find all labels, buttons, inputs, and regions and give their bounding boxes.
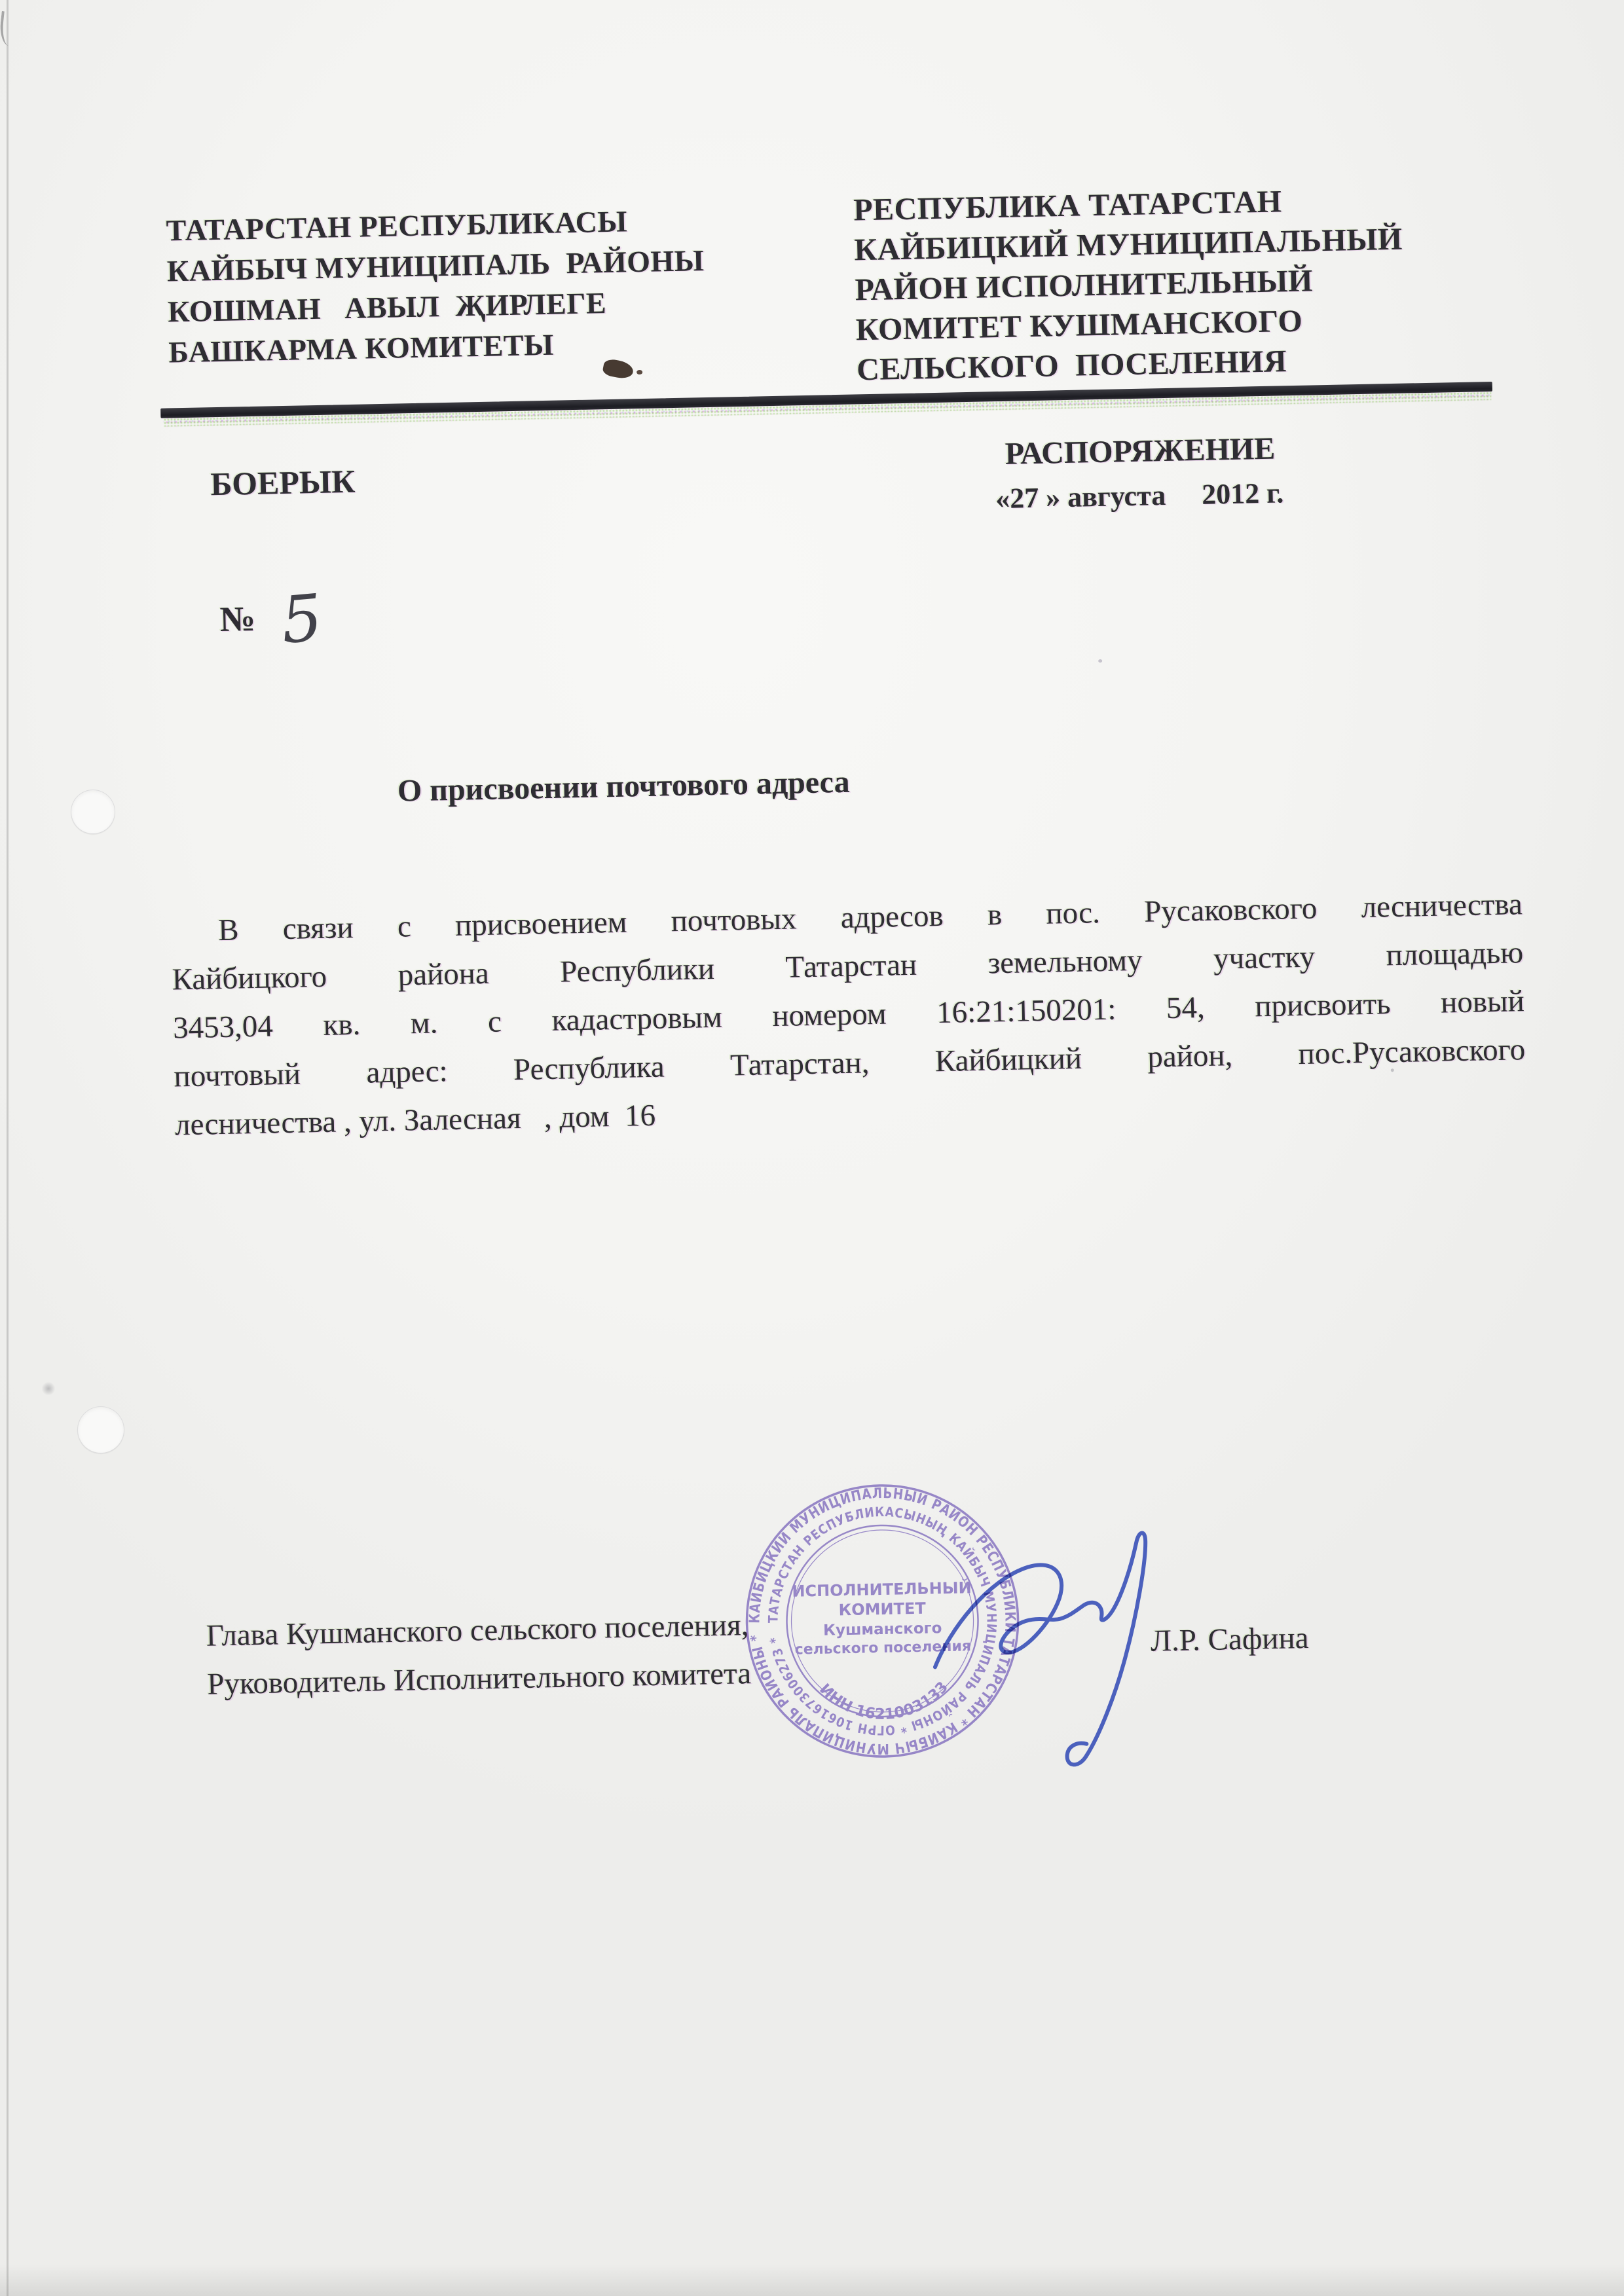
letterhead-line: КАЙБЫЧ МУНИЦИПАЛЬ РАЙОНЫ: [166, 244, 705, 288]
letterhead-line: СЕЛЬСКОГО ПОСЕЛЕНИЯ: [856, 344, 1287, 388]
letterhead-line: РЕСПУБЛИКА ТАТАРСТАН: [853, 184, 1282, 228]
letterhead-line: КАЙБИЦКИЙ МУНИЦИПАЛЬНЫЙ: [853, 221, 1403, 268]
stamp-outer-ring-text: КАЙБИЦКИЙ МУНИЦИПАЛЬНЫЙ РАЙОН РЕСПУБЛИКИ ТАТАРСТАН * КАЙБЫЧ МУНИЦИПАЛЬ РАЙОНЫ *: [747, 1485, 1018, 1757]
pen-signature: [898, 1490, 1205, 1797]
bottom-scan-shade: [0, 2265, 1624, 2296]
signatory-name: Л.Р. Сафина: [1150, 1620, 1309, 1658]
body-line: Кайбицкого района Республики Татарстан земельному участку площадью: [172, 936, 1524, 997]
stamp-center-line: КОМИТЕТ: [838, 1599, 927, 1620]
document-type-tatar: БОЕРЫК: [210, 462, 356, 503]
document-date: «27 » августа 2012 г.: [995, 477, 1284, 515]
letterhead-line: БАШКАРМА КОМИТЕТЫ: [168, 327, 555, 369]
stamp-center-line: ИСПОЛНИТЕЛЬНЫЙ: [792, 1578, 972, 1601]
body-line: почтовый адрес: Республика Татарстан, Кайбицкий район, пос.Русаковского: [174, 1032, 1526, 1094]
hole-punch: [77, 1406, 124, 1453]
letterhead-line: КОМИТЕТ КУШМАНСКОГО: [855, 303, 1303, 348]
stamp-center-line: сельского поселения: [794, 1638, 972, 1658]
scan-speck: [1391, 1068, 1394, 1072]
scan-speck: [555, 1021, 558, 1025]
letterhead-line: РАЙОН ИСПОЛНИТЕЛЬНЫЙ: [855, 263, 1314, 308]
signature-stroke: [932, 1533, 1150, 1767]
ink-smudge-dot-artifact: [637, 370, 642, 374]
scan-speck: [1098, 659, 1102, 663]
stamp-second-ring-text: ТАТАРСТАН РЕСПУБЛИКАСЫНЫҢ КАЙБЫЧ МУНИЦИПАЛЬ РАЙОНЫ * ОГРН 1061673006273 *: [765, 1503, 1000, 1739]
document-number-handwritten: 5: [278, 580, 326, 659]
stamp-center-line: Кушманского: [822, 1620, 942, 1639]
document-title: О присвоении почтового адреса: [397, 764, 851, 809]
body-paragraph: [170, 880, 1526, 1149]
hole-punch: [71, 790, 115, 834]
pencil-mark-artifact: [42, 1381, 55, 1396]
body-line: лесничества , ул. Залесная , дом 16: [174, 1098, 656, 1142]
letterhead-left-tatar: [166, 200, 706, 373]
body-line: 3453,04 кв. м. с кадастровым номером 16:21:150201: 54, присвоить новый: [172, 984, 1525, 1046]
document-type-russian: РАСПОРЯЖЕНИЕ: [1005, 431, 1276, 471]
body-line: В связи с присвоением почтовых адресов в пос. Русаковского лесничества: [217, 887, 1523, 948]
letterhead-line: ТАТАРСТАН РЕСПУБЛИКАСЫ: [166, 204, 628, 247]
signatory-position-line: Глава Кушманского сельского поселения,: [206, 1608, 749, 1653]
letterhead-line: КОШМАН АВЫЛ ҖИРЛЕГЕ: [167, 286, 607, 329]
scanner-edge-line: [7, 0, 9, 2296]
stamp-inn-text: ИНН 1621003133: [816, 1678, 952, 1724]
number-sign: №: [219, 598, 256, 639]
document-number-row: [219, 580, 326, 659]
letterhead-right-russian: [853, 179, 1405, 390]
signatory-position-line: Руководитель Исполнительного комитета: [206, 1656, 752, 1702]
separator-rule: [160, 382, 1492, 418]
